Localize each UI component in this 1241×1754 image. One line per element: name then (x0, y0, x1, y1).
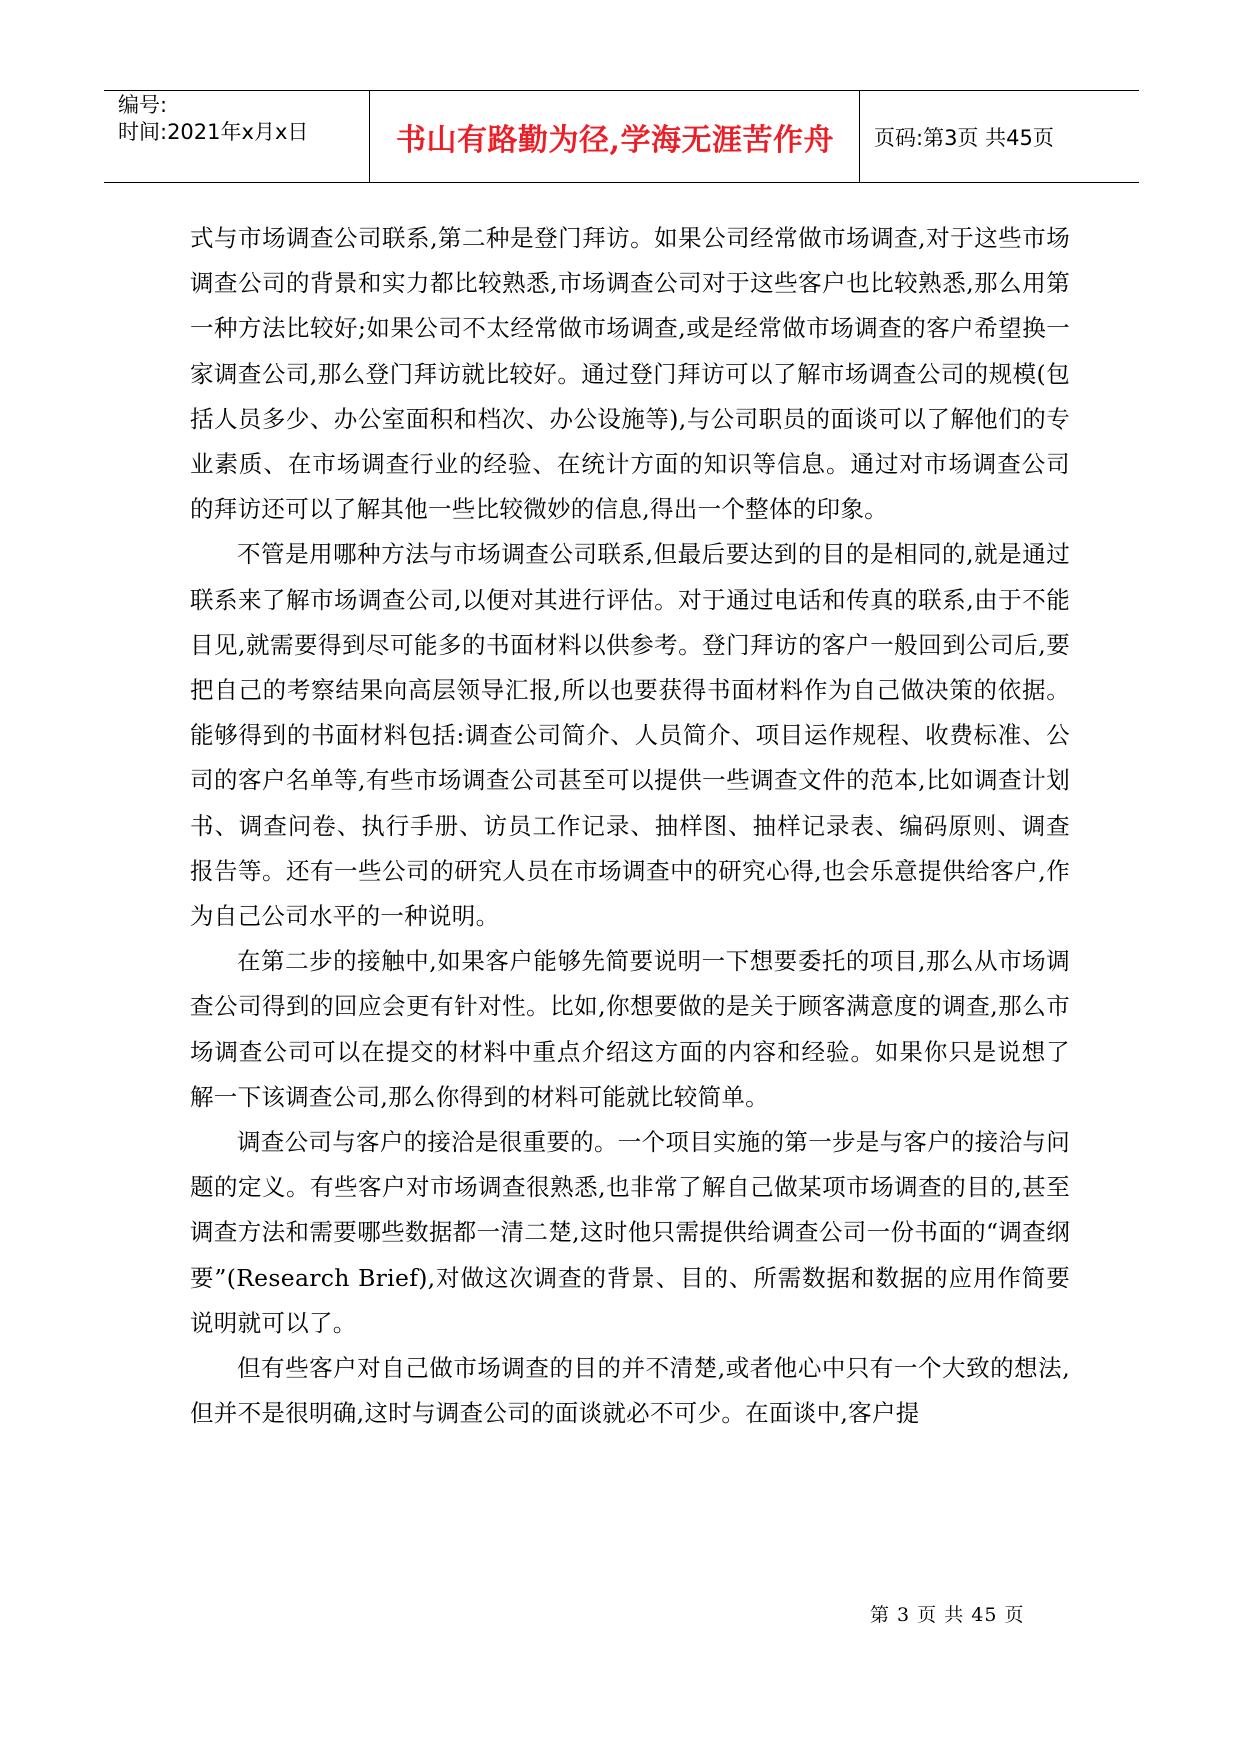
document-body (190, 216, 1070, 1436)
page-header (104, 90, 1139, 183)
paragraph-3: 在第二步的接触中,如果客户能够先简要说明一下想要委托的项目,那么从市场调查公司得到的回应会更有针对性。比如,你想要做的是关于顾客满意度的调查,那么市场调查公司可以在提交的材料中重点介绍这方面的内容和经验。如果你只是说想了解一下该调查公司,那么你得到的材料可能就比较简单。 (190, 947, 1070, 1111)
paragraph-2: 不管是用哪种方法与市场调查公司联系,但最后要达到的目的是相同的,就是通过联系来了解市场调查公司,以便对其进行评估。对于通过电话和传真的联系,由于不能目见,就需要得到尽可能多的书面材料以供参考。登门拜访的客户一般回到公司后,要把自己的考察结果向高层领导汇报,所以也要获得书面材料作为自己做决策的依据。能够得到的书面材料包括:调查公司简介、人员简介、项目运作规程、收费标准、公司的客户名单等,有些市场调查公司甚至可以提供一些调查文件的范本,比如调查计划书、调查问卷、执行手册、访员工作记录、抽样图、抽样记录表、编码原则、调查报告等。还有一些公司的研究人员在市场调查中的研究心得,也会乐意提供给客户,作为自己公司水平的一种说明。 (190, 540, 1070, 931)
header-divider-right (859, 91, 860, 182)
page-footer-number: 第 3 页 共 45 页 (870, 1604, 1025, 1626)
header-divider-left (369, 91, 370, 182)
header-page-number: 页码:第3页 共45页 (874, 125, 1054, 150)
header-motto: 书山有路勤为径,学海无涯苦作舟 (396, 122, 834, 158)
paragraph-1: 式与市场调查公司联系,第二种是登门拜访。如果公司经常做市场调查,对于这些市场调查公司的背景和实力都比较熟悉,市场调查公司对于这些客户也比较熟悉,那么用第一种方法比较好;如果公司不太经常做市场调查,或是经常做市场调查的客户希望换一家调查公司,那么登门拜访就比较好。通过登门拜访可以了解市场调查公司的规模(包括人员多少、办公室面积和档次、办公设施等),与公司职员的面谈可以了解他们的专业素质、在市场调查行业的经验、在统计方面的知识等信息。通过对市场调查公司的拜访还可以了解其他一些比较微妙的信息,得出一个整体的印象。 (190, 224, 1070, 524)
document-code-label: 编号: (118, 93, 168, 117)
document-time-label: 时间:2021年x月x日 (118, 120, 309, 144)
header-meta (118, 91, 373, 182)
paragraph-4: 调查公司与客户的接洽是很重要的。一个项目实施的第一步是与客户的接洽与问题的定义。有些客户对市场调查很熟悉,也非常了解自己做某项市场调查的目的,甚至调查方法和需要哪些数据都一清二楚,这时他只需提供给调查公司一份书面的“调查纲要”(Research Brief),对做这次调查的背景、目的、所需数据和数据的应用作简要说明就可以了。 (190, 1128, 1070, 1337)
paragraph-5: 但有些客户对自己做市场调查的目的并不清楚,或者他心中只有一个大致的想法,但并不是很明确,这时与调查公司的面谈就必不可少。在面谈中,客户提 (190, 1354, 1070, 1428)
